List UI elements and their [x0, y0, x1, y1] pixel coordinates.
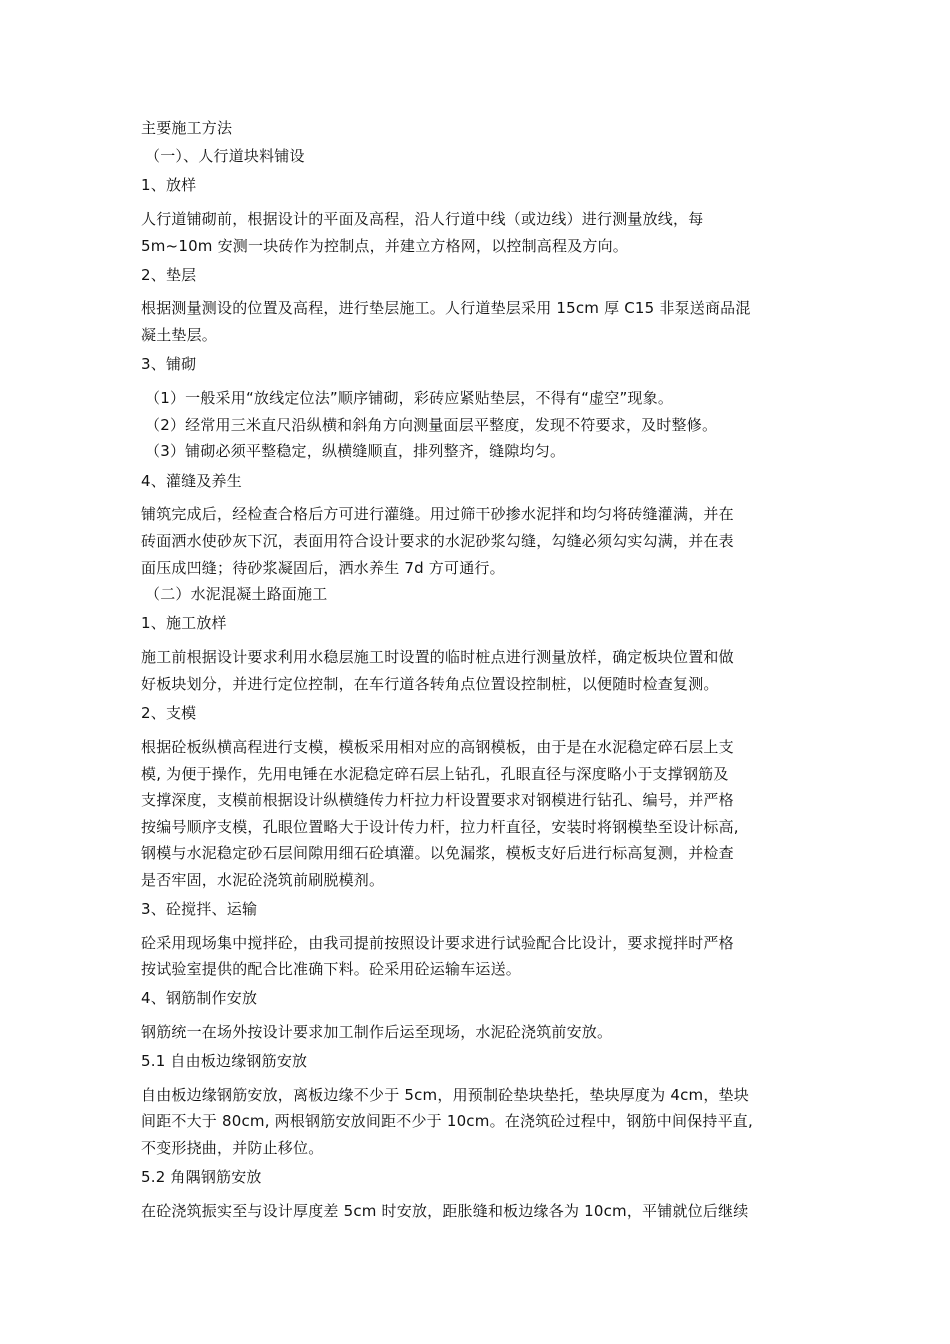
paragraph-line: 铺筑完成后，经检查合格后方可进行灌缝。用过筛干砂掺水泥拌和均匀将砖缝灌满，并在 — [141, 505, 734, 523]
paragraph-line: 支撑深度，支模前根据设计纵横缝传力杆拉力杆设置要求对钢模进行钻孔、编号，并严格 — [141, 791, 734, 809]
subsection-heading: 3、砼搅拌、运输 — [141, 900, 258, 918]
subsection-heading: 1、放样 — [141, 176, 197, 194]
list-item: （2）经常用三米直尺沿纵横和斜角方向测量面层平整度，发现不符要求，及时整修。 — [145, 416, 718, 434]
paragraph-line: 按试验室提供的配合比准确下料。砼采用砼运输车运送。 — [141, 960, 522, 978]
paragraph-line: 凝土垫层。 — [141, 326, 218, 344]
list-item: （1）一般采用“放线定位法”顺序铺砌，彩砖应紧贴垫层，不得有“虚空”现象。 — [145, 389, 674, 407]
paragraph-line: 在砼浇筑振实至与设计厚度差 5cm 时安放，距胀缝和板边缘各为 10cm，平铺就位后继续 — [141, 1202, 749, 1220]
paragraph-line: 人行道铺砌前，根据设计的平面及高程，沿人行道中线（或边线）进行测量放线，每 — [141, 210, 704, 228]
subsection-heading: 2、支模 — [141, 704, 197, 722]
paragraph-line: 5m~10m 安测一块砖作为控制点，并建立方格网，以控制高程及方向。 — [141, 237, 628, 255]
document-title: 主要施工方法 — [141, 119, 233, 137]
subsection-heading: 4、灌缝及养生 — [141, 472, 242, 490]
paragraph-line: 施工前根据设计要求利用水稳层施工时设置的临时桩点进行测量放样，确定板块位置和做 — [141, 648, 734, 666]
paragraph-line: 自由板边缘钢筋安放，离板边缘不少于 5cm，用预制砼垫块垫托，垫块厚度为 4cm，垫块 — [141, 1086, 749, 1104]
section-heading-1: （一）、人行道块料铺设 — [145, 147, 305, 165]
paragraph-line: 钢筋统一在场外按设计要求加工制作后运至现场，水泥砼浇筑前安放。 — [141, 1023, 613, 1041]
paragraph-line: 不变形挠曲，并防止移位。 — [141, 1139, 324, 1157]
paragraph-line: 砖面洒水使砂灰下沉，表面用符合设计要求的水泥砂浆勾缝，勾缝必须勾实勾满，并在表 — [141, 532, 734, 550]
section-heading-2: （二）水泥混凝土路面施工 — [145, 585, 328, 603]
paragraph-line: 砼采用现场集中搅拌砼，由我司提前按照设计要求进行试验配合比设计，要求搅拌时严格 — [141, 934, 734, 952]
subsection-heading: 1、施工放样 — [141, 614, 227, 632]
list-item: （3）铺砌必须平整稳定，纵横缝顺直，排列整齐，缝隙均匀。 — [145, 442, 566, 460]
paragraph-line: 按编号顺序支模，孔眼位置略大于设计传力杆，拉力杆直径，安装时将钢模垫至设计标高, — [141, 818, 739, 836]
paragraph-line: 模, 为便于操作，先用电锤在水泥稳定碎石层上钻孔，孔眼直径与深度略小于支撑钢筋及 — [141, 765, 729, 783]
paragraph-line: 面压成凹缝；待砂浆凝固后，洒水养生 7d 方可通行。 — [141, 559, 505, 577]
paragraph-line: 钢模与水泥稳定砂石层间隙用细石砼填灌。以免漏浆，模板支好后进行标高复测，并检查 — [141, 844, 734, 862]
paragraph-line: 根据砼板纵横高程进行支模，模板采用相对应的高钢模板，由于是在水泥稳定碎石层上支 — [141, 738, 734, 756]
subsection-heading: 2、垫层 — [141, 266, 197, 284]
paragraph-line: 根据测量测设的位置及高程，进行垫层施工。人行道垫层采用 15cm 厚 C15 非泵送商品混 — [141, 299, 751, 317]
subsection-heading: 5.2 角隅钢筋安放 — [141, 1168, 262, 1186]
paragraph-line: 好板块划分，并进行定位控制，在车行道各转角点位置设控制桩，以便随时检查复测。 — [141, 675, 719, 693]
paragraph-line: 间距不大于 80cm, 两根钢筋安放间距不少于 10cm。在浇筑砼过程中，钢筋中间保持平直, — [141, 1112, 753, 1130]
paragraph-line: 是否牢固，水泥砼浇筑前刷脱模剂。 — [141, 871, 385, 889]
subsection-heading: 5.1 自由板边缘钢筋安放 — [141, 1052, 308, 1070]
subsection-heading: 3、铺砌 — [141, 355, 197, 373]
subsection-heading: 4、钢筋制作安放 — [141, 989, 258, 1007]
